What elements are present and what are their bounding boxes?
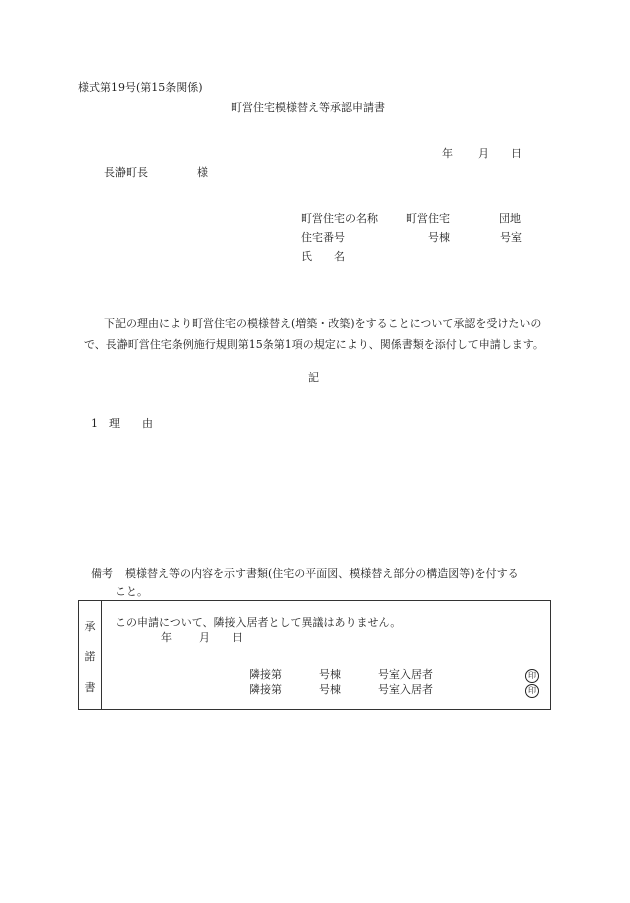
remarks-text-1: 模様替え等の内容を示す書類(住宅の平面図、模様替え部分の構造図等)を付する xyxy=(125,567,519,580)
application-body-text: 下記の理由により町営住宅の模様替え(増築・改築)をすることについて承認を受けたいので、長瀞町営住宅条例施行規則第15条第1項の規定により、関係書類を添付して申請します。 xyxy=(84,317,544,351)
date-day: 日 xyxy=(511,147,522,160)
applicant-name-label: 氏 名 xyxy=(301,250,345,263)
housing-name-value: 町営住宅 xyxy=(406,212,450,225)
gou-shitsu-label: 号室 xyxy=(500,231,522,244)
approval-year: 年 xyxy=(161,631,172,644)
remarks-label: 備考 xyxy=(91,567,113,580)
approval-month: 月 xyxy=(199,631,210,644)
addressee-name: 長瀞町長 xyxy=(104,166,148,179)
reason-number: 1 xyxy=(91,417,98,430)
neighbor-2-label: 隣接第 xyxy=(249,683,282,696)
approval-box xyxy=(78,600,551,710)
neighbor-1-gou-tou: 号棟 xyxy=(319,668,341,681)
seal-mark-1: 印 xyxy=(525,669,539,683)
neighbor-2-resident: 号室入居者 xyxy=(378,683,433,696)
neighbor-2-gou-tou: 号棟 xyxy=(319,683,341,696)
approval-statement: この申請について、隣接入居者として異議はありません。 xyxy=(115,616,402,629)
neighbor-1-label: 隣接第 xyxy=(249,668,282,681)
reason-label: 理 由 xyxy=(109,417,153,430)
danchi-label: 団地 xyxy=(499,212,521,225)
neighbor-1-resident: 号室入居者 xyxy=(378,668,433,681)
housing-name-label: 町営住宅の名称 xyxy=(301,212,378,225)
approval-side-char-2: 諾 xyxy=(84,650,96,663)
housing-number-label: 住宅番号 xyxy=(301,231,345,244)
ki-marker: 記 xyxy=(308,371,319,384)
remarks-line-2: こと。 xyxy=(115,585,148,598)
addressee-honorific: 様 xyxy=(197,166,208,179)
approval-side-char-3: 書 xyxy=(84,681,96,694)
remarks xyxy=(91,565,551,601)
document-title: 町営住宅模様替え等承認申請書 xyxy=(231,101,385,114)
form-number: 様式第19号(第15条関係) xyxy=(78,81,203,94)
approval-side-char-1: 承 xyxy=(84,620,96,633)
date-month: 月 xyxy=(478,147,489,160)
remarks-line-1 xyxy=(91,565,551,583)
seal-mark-2: 印 xyxy=(525,684,539,698)
date-year: 年 xyxy=(442,147,453,160)
gou-tou-label: 号棟 xyxy=(428,231,450,244)
approval-day: 日 xyxy=(232,631,243,644)
approval-side-column xyxy=(79,601,102,709)
